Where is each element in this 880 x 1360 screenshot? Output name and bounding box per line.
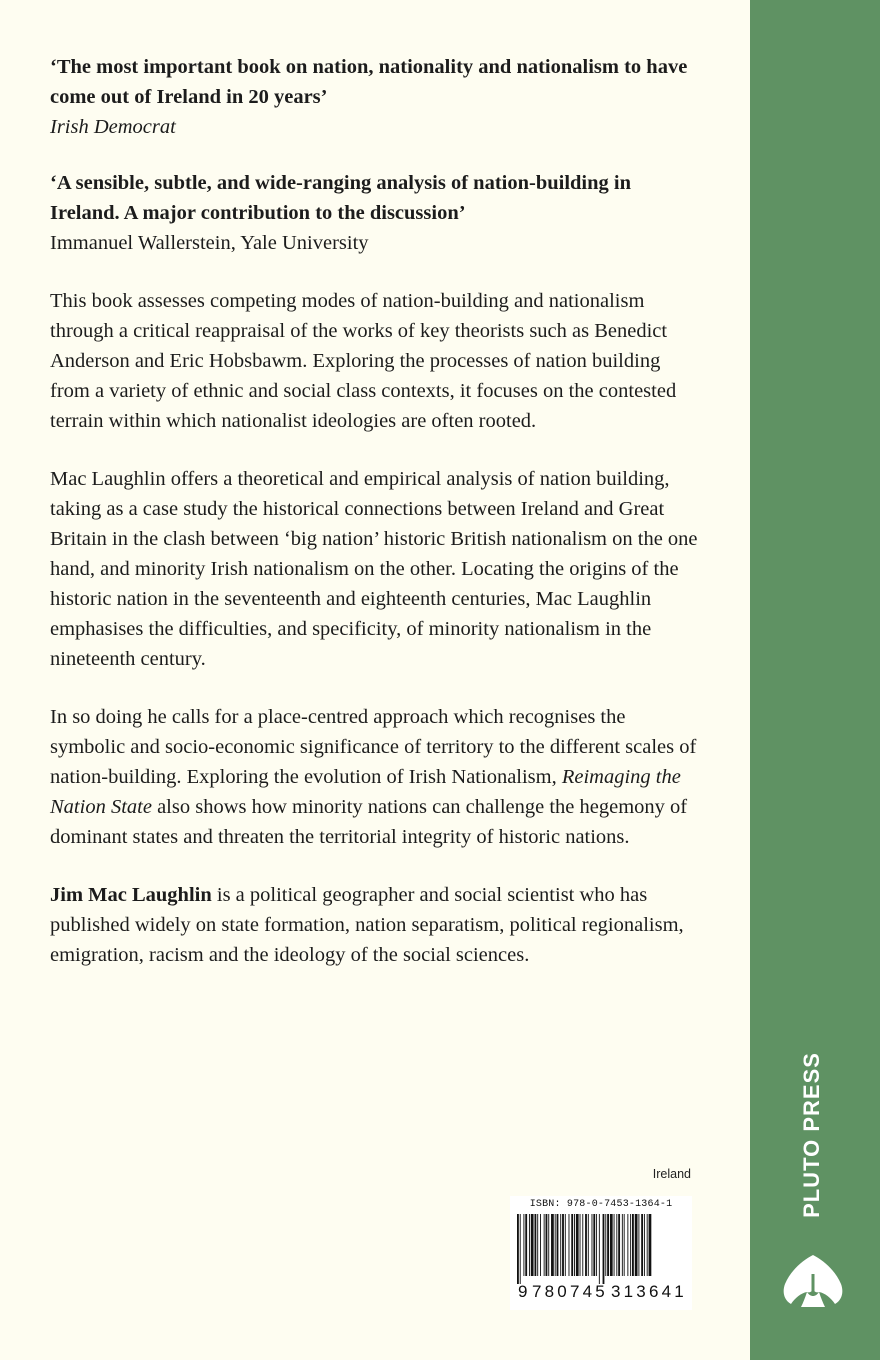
review-quote-1 (50, 52, 700, 142)
barcode-bar (607, 1214, 609, 1276)
barcode-bar (593, 1214, 595, 1276)
quote-source: Irish Democrat (50, 116, 176, 138)
barcode-bar (537, 1214, 538, 1276)
barcode-left-group: 780745 (532, 1282, 608, 1301)
isbn-barcode (510, 1196, 692, 1310)
barcode-bar (641, 1214, 643, 1276)
barcode-bar (544, 1214, 545, 1276)
barcode-bar (576, 1214, 579, 1276)
description-paragraph-2: Mac Laughlin offers a theoretical and empirical analysis of nation building, taking as a case study the historical connections between Ireland and Great Britain in the clash between ‘big nation’ historic British nationalism on the one hand, and minority Irish nationalism on the other. Locating the origins of the historic nation in the seventeenth and eighteenth centuries, Mac Laughlin emphasises the difficulties, and specificity, of minority nationalism in the nineteenth century. (50, 468, 698, 670)
back-cover-text (50, 52, 700, 998)
review-quote-2 (50, 168, 700, 258)
publisher-name: PLUTO PRESS (799, 1052, 824, 1218)
subject-category: Ireland (652, 1167, 691, 1181)
isbn-label: ISBN: 978-0-7453-1364-1 (529, 1199, 673, 1210)
barcode-bar (531, 1214, 534, 1276)
barcode-bar (525, 1214, 527, 1276)
barcode-bar (647, 1214, 648, 1276)
barcode-bar (520, 1214, 521, 1284)
quote-text: ‘The most important book on nation, nationality and nationalism to have come out of Ireland in 20 years’ (50, 56, 688, 108)
barcode-bar (649, 1214, 652, 1276)
barcode-bar (565, 1214, 566, 1276)
quote-text: ‘A sensible, subtle, and wide-ranging analysis of nation-building in Ireland. A major contribution to the discussion’ (50, 172, 631, 224)
barcode-bar (574, 1214, 575, 1276)
pluto-press-logo-icon (781, 1252, 845, 1308)
description-paragraph-1: This book assesses competing modes of nation-building and nationalism through a critical reappraisal of the works of key theorists such as Benedict Anderson and Eric Hobsbawm. Exploring the processes of nation building from a variety of ethnic and social class contexts, it focuses on the contested terrain within which nationalist ideologies are often rooted. (50, 290, 677, 432)
barcode-bar (551, 1214, 554, 1276)
barcode-bar (605, 1214, 606, 1276)
barcode-bar (582, 1214, 583, 1276)
barcode-bar (603, 1214, 605, 1284)
barcode-bar (585, 1214, 587, 1276)
barcode-bar (599, 1214, 600, 1284)
barcode-bar (562, 1214, 564, 1276)
barcode-bar (557, 1214, 559, 1276)
book-title: Reimaging the Nation State (50, 766, 681, 818)
barcode-bar (618, 1214, 620, 1276)
barcode-bar (569, 1214, 570, 1276)
author-name: Jim Mac Laughlin (50, 884, 212, 906)
barcode-bar (588, 1214, 589, 1276)
barcode-bar (622, 1214, 623, 1276)
barcode-bar (644, 1214, 645, 1276)
barcode-bar (548, 1214, 549, 1276)
barcode-bar (571, 1214, 573, 1276)
barcode-bar (616, 1214, 617, 1276)
author-bio (50, 880, 700, 970)
barcode-bar (627, 1214, 628, 1276)
description-paragraph-3 (50, 702, 700, 852)
barcode-bar (630, 1214, 631, 1276)
barcode-bar (534, 1214, 536, 1276)
barcode-bar (529, 1214, 530, 1276)
barcode-first-digit: 9 (518, 1282, 528, 1301)
barcode-right-group: 313641 (611, 1282, 687, 1301)
barcode-bar (540, 1214, 541, 1276)
quote-source: Immanuel Wallerstein, Yale University (50, 232, 369, 254)
paragraph-text: In so doing he calls for a place-centred approach which recognises the symbolic and socio-economic significance of territory to the different scales of nation-building. Exploring the evolution of Irish Nationalism, (50, 706, 697, 788)
barcode-bar (555, 1214, 556, 1276)
barcode-bar (635, 1214, 638, 1276)
barcode-bar (632, 1214, 634, 1276)
barcode-bar (624, 1214, 625, 1276)
barcode-bar (592, 1214, 593, 1276)
barcode-bar (610, 1214, 613, 1276)
paragraph-text: also shows how minority nations can challenge the hegemony of dominant states and threaten the territorial integrity of historic nations. (50, 796, 688, 848)
barcode-bar (560, 1214, 561, 1276)
barcode-bar (638, 1214, 639, 1276)
barcode-bar (580, 1214, 581, 1276)
barcode-bar (546, 1214, 548, 1276)
barcode-bars (514, 1214, 688, 1284)
author-bio-text: is a political geographer and social scientist who has published widely on state formation, nation separatism, political regionalism, emigration, racism and the ideology of the social sciences. (50, 884, 684, 966)
barcode-bar (614, 1214, 615, 1276)
barcode-bar (596, 1214, 597, 1276)
barcode-bar (517, 1214, 519, 1284)
barcode-bar (523, 1214, 524, 1276)
